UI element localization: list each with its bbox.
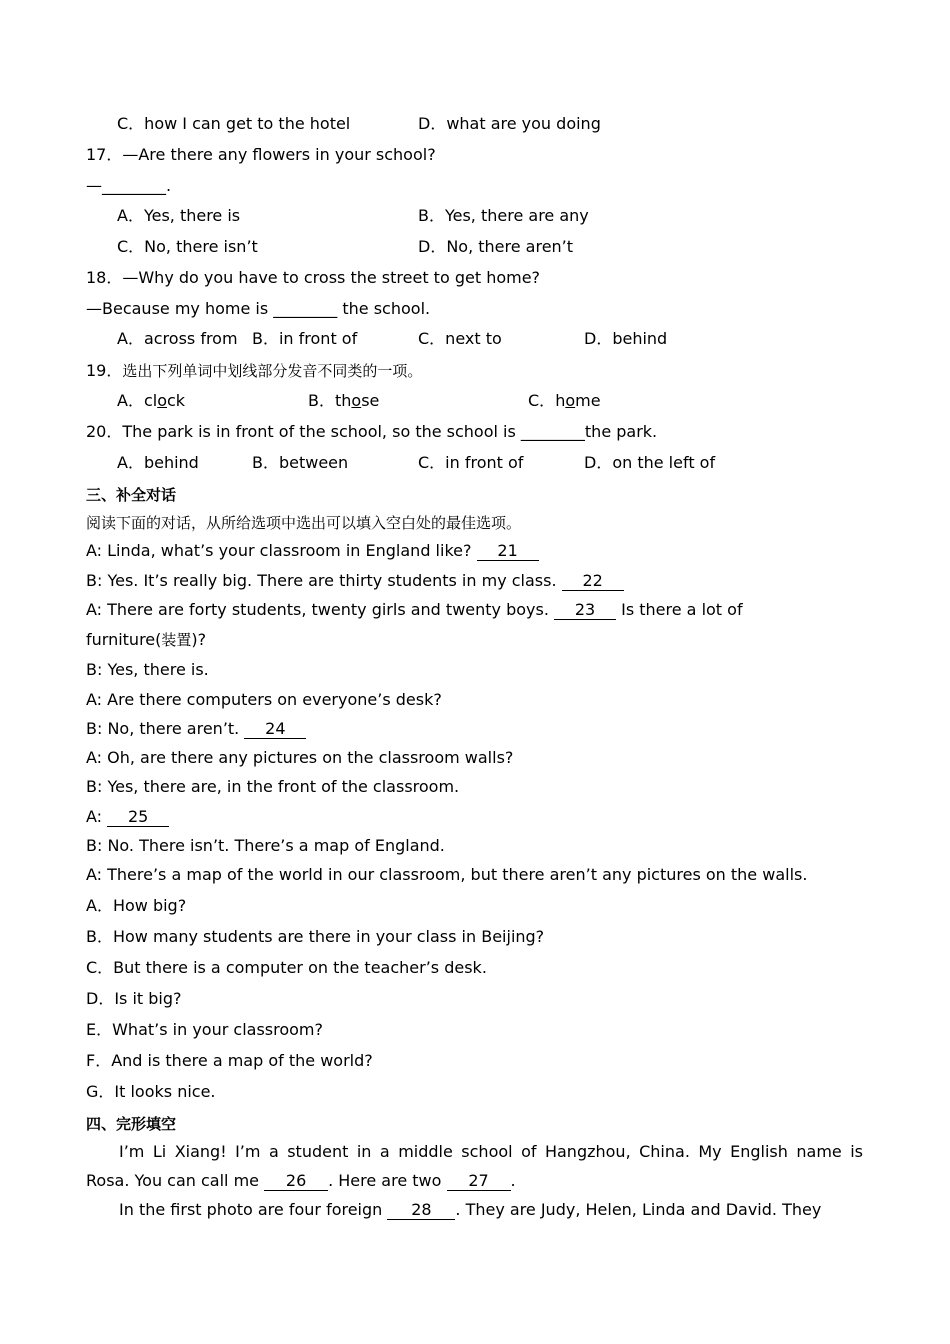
cloze-p2-a: In the first photo are four foreign [119, 1200, 383, 1219]
dialogue-line-9-text: A: [86, 807, 103, 826]
q20-option-a: A．behind [117, 453, 199, 472]
q16-option-c: C．how I can get to the hotel [117, 114, 351, 133]
option-b: B．How many students are there in your class in Beijing? [86, 927, 545, 946]
q19-stem [86, 360, 422, 382]
dialogue-line-6-text: B: No, there aren’t. [86, 719, 240, 738]
q17-stem [86, 144, 436, 166]
dialogue-line-4: B: Yes, there is. [86, 660, 209, 679]
dialogue-line-10: B: No. There isn’t. There’s a map of England. [86, 836, 445, 855]
blank-28[interactable]: 28 [387, 1201, 455, 1220]
cloze-paragraph-1-line-2 [86, 1170, 516, 1192]
q19-instruction: 选出下列单词中划线部分发音不同类的一项。 [122, 362, 423, 380]
dialogue-line-3-text: A: There are forty students, twenty girls and twenty boys. [86, 600, 549, 619]
dialogue-line-6 [86, 718, 306, 740]
option-a: A．How big? [86, 896, 187, 915]
q19-option-a-label: A． [117, 391, 144, 410]
cloze-line-2-a: Rosa. You can call me [86, 1171, 259, 1190]
q19-number: 19． [86, 361, 123, 380]
section4-heading: 四、完形填空 [86, 1115, 177, 1133]
option-e: E．What’s in your classroom? [86, 1020, 323, 1039]
section3-instruction: 阅读下面的对话，从所给选项中选出可以填入空白处的最佳选项。 [86, 514, 522, 532]
dialogue-line-2 [86, 570, 624, 592]
q19-c-post: me [575, 391, 601, 410]
q19-c-pre: h [555, 391, 566, 410]
dialogue-line-2-text: B: Yes. It’s really big. There are thirty students in my class. [86, 571, 557, 590]
cloze-p2-b: . They are Judy, Helen, Linda and David. They [455, 1200, 822, 1219]
dialogue-line-11: A: There’s a map of the world in our classroom, but there aren’t any pictures on the walls. [86, 865, 808, 884]
q19-option-a [117, 390, 185, 412]
q20-option-b: B．between [252, 453, 349, 472]
cloze-paragraph-2-line-1 [119, 1199, 821, 1221]
blank-23[interactable]: 23 [554, 601, 616, 620]
q19-b-pre: th [334, 391, 352, 410]
option-d: D．Is it big? [86, 989, 182, 1008]
dialogue-line-3-tail: Is there a lot of [621, 600, 743, 619]
q19-a-underlined: o [157, 391, 167, 410]
section3-heading: 三、补全对话 [86, 486, 177, 504]
q20-option-d: D．on the left of [584, 453, 716, 472]
dialogue-line-3b-pre: furniture( [86, 630, 162, 649]
dialogue-line-1-text: A: Linda, what’s your classroom in England like? [86, 541, 472, 560]
q17-stem-text: 17．—Are there any flowers in your school? [86, 145, 436, 164]
dialogue-line-1 [86, 540, 539, 562]
q18-stem: 18．—Why do you have to cross the street to get home? [86, 268, 541, 287]
q18-option-d: D．behind [584, 329, 668, 348]
dialogue-line-7: A: Oh, are there any pictures on the classroom walls? [86, 748, 514, 767]
dialogue-line-3b-post: )? [191, 630, 207, 649]
q17-option-d: D．No, there aren’t [418, 237, 574, 256]
q18-option-a: A．across from [117, 329, 238, 348]
dialogue-line-8: B: Yes, there are, in the front of the classroom. [86, 777, 460, 796]
q16-option-d: D．what are you doing [418, 114, 601, 133]
q19-c-underlined: o [565, 391, 576, 410]
q19-option-c [528, 390, 601, 412]
cloze-line-2-b: . Here are two [328, 1171, 442, 1190]
q19-option-b-label: B． [308, 391, 335, 410]
dialogue-line-3 [86, 599, 743, 621]
dialogue-line-9 [86, 806, 169, 828]
blank-26[interactable]: 26 [264, 1172, 328, 1191]
q19-a-post: ck [167, 391, 186, 410]
blank-24[interactable]: 24 [244, 720, 306, 739]
q18-option-c: C．next to [418, 329, 502, 348]
q19-option-b [308, 390, 379, 412]
dialogue-line-3b [86, 629, 206, 651]
blank-22[interactable]: 22 [562, 572, 624, 591]
q17-option-b: B．Yes, there are any [418, 206, 589, 225]
q18-option-b: B．in front of [252, 329, 358, 348]
blank-25[interactable]: 25 [107, 808, 169, 827]
option-f: F．And is there a map of the world? [86, 1051, 373, 1070]
q18-line2: —Because my home is ________ the school. [86, 299, 431, 318]
q20-stem: 20．The park is in front of the school, so the school is ________the park. [86, 422, 658, 441]
blank-21[interactable]: 21 [477, 542, 539, 561]
dialogue-line-3b-cjk: 装置 [161, 631, 192, 649]
cloze-paragraph-1-line-1: I’m Li Xiang! I’m a student in a middle school of Hangzhou, China. My English name is [119, 1142, 863, 1161]
blank-27[interactable]: 27 [447, 1172, 511, 1191]
q17-answer-line: —________. [86, 176, 172, 195]
q19-a-pre: cl [143, 391, 158, 410]
dialogue-line-5: A: Are there computers on everyone’s desk? [86, 690, 442, 709]
q17-option-a: A．Yes, there is [117, 206, 241, 225]
q19-option-c-label: C． [528, 391, 556, 410]
q19-b-underlined: o [351, 391, 362, 410]
q17-option-c: C．No, there isn’t [117, 237, 258, 256]
option-g: G．It looks nice. [86, 1082, 216, 1101]
q19-b-post: se [361, 391, 380, 410]
q20-option-c: C．in front of [418, 453, 524, 472]
cloze-line-2-c: . [510, 1171, 516, 1190]
option-c: C．But there is a computer on the teacher’s desk. [86, 958, 487, 977]
